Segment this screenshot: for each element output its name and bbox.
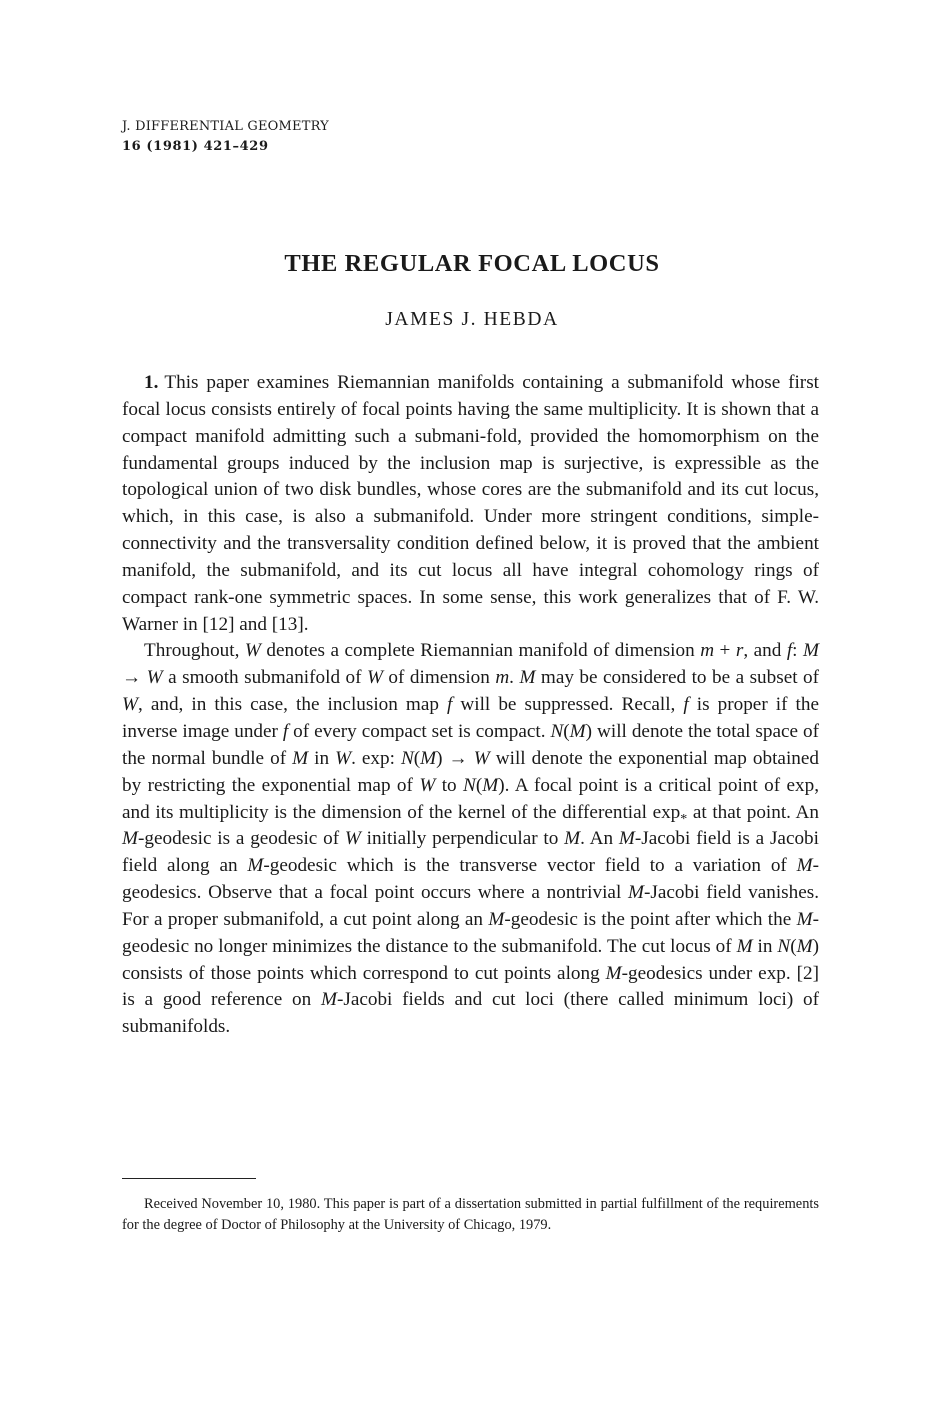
paper-title: THE REGULAR FOCAL LOCUS (284, 250, 660, 277)
paragraph-1-text: This paper examines Riemannian manifolds containing a submanifold whose first focal locus consists entirely of focal points having the same multiplicity. It is shown that a compact manifold admitting such a submani-fold, provided the homomorphism on the fundamental groups induced by the inclusion map is surjective, is expressible as the topological union of two disk bundles, whose cores are the submanifold and its cut locus, which, in this case, is also a submanifold. Under more stringent conditions, simple-connectivity and the transversality condition defined below, it is proved that the ambient manifold, the submanifold, and its cut locus all have integral cohomology rings of compact rank-one symmetric spaces. In some sense, this work generalizes that of F. W. Warner in [12] and [13]. (122, 372, 819, 635)
paragraph-1 (122, 370, 819, 638)
footnote-text: Received November 10, 1980. This paper is part of a dissertation submitted in partial fulfillment of the requirements for the degree of Doctor of Philosophy at the University of Chicago, 1979. (122, 1196, 819, 1233)
paragraph-2: Throughout, W denotes a complete Riemannian manifold of dimension m + r, and f: M → W a smooth submanifold of W of dimension m. M may be considered to be a subset of W, and, in this case, the inclusion map f will be suppressed. Recall, f is proper if the inverse image under f of every compact set is compact. N(M) will denote the total space of the normal bundle of M in W. exp: N(M) → W will denote the exponential map obtained by restricting the exponential map of W to N(M). A focal point is a critical point of exp, and its multiplicity is the dimension of the kernel of the differential $\exp_*$ at that point. An M-geodesic is a geodesic of W initially perpendicular to M. An M-Jacobi field is a Jacobi field along an M-geodesic which is the transverse vector field to a variation of M-geodesics. Observe that a focal point occurs where a nontrivial M-Jacobi field vanishes. For a proper submanifold, a cut point along an M-geodesic is the point after which the M-geodesic no longer minimizes the distance to the submanifold. The cut locus of M in N(M) consists of those points which correspond to cut points along M-geodesics under exp. [2] is a good reference on M-Jacobi fields and cut loci (there called minimum loci) of submanifolds. (122, 640, 820, 1038)
footnote (122, 1194, 819, 1236)
paper-author: JAMES J. HEBDA (385, 309, 559, 330)
journal-name: J. DIFFERENTIAL GEOMETRY (122, 119, 329, 134)
section-number: 1. (144, 372, 159, 393)
journal-header (122, 117, 329, 157)
paper-body (122, 370, 819, 1041)
journal-volume: 16 (1981) 421–429 (122, 139, 269, 154)
footnote-rule (122, 1178, 256, 1179)
